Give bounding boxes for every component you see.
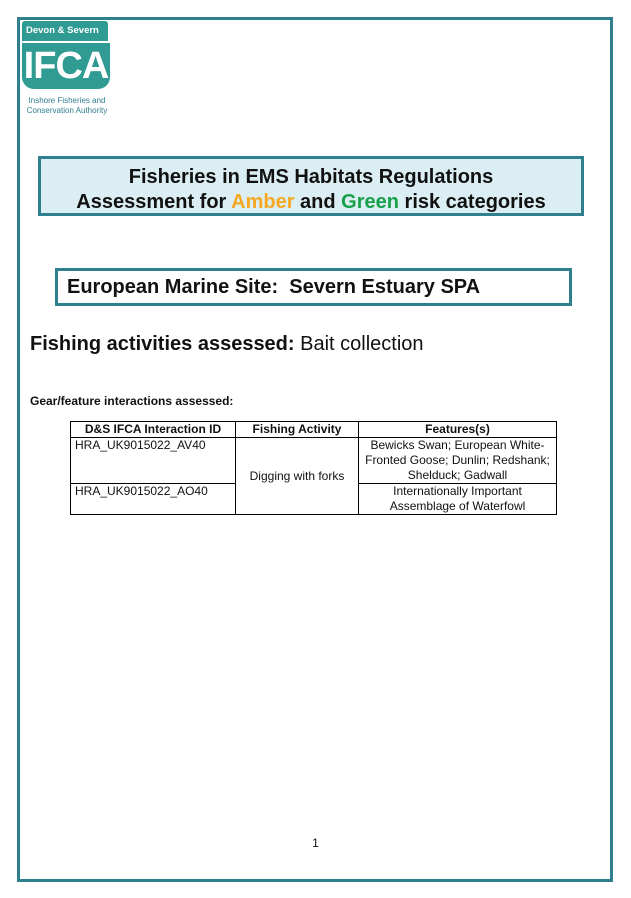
logo-name: IFCA [23, 45, 109, 87]
table-row [71, 438, 557, 484]
title-green: Green [341, 191, 399, 213]
logo-tagline: Devon & Severn [22, 21, 108, 41]
header-interaction-id: D&S IFCA Interaction ID [71, 422, 236, 438]
title-amber: Amber [231, 191, 295, 213]
title-line2 [41, 190, 581, 215]
fishing-activity: Digging with forks [236, 438, 359, 515]
title-line1: Fisheries in EMS Habitats Regulations [128, 166, 494, 188]
gear-heading: Gear/feature interactions assessed: [30, 394, 234, 408]
interaction-id: HRA_UK9015022_AV40 [71, 438, 236, 484]
activities-label: Fishing activities assessed: [30, 333, 295, 355]
logo-subtitle-line1: Inshore Fisheries and [28, 96, 106, 105]
title-suffix: risk categories [398, 191, 546, 213]
header-features: Features(s) [359, 422, 557, 438]
features: Bewicks Swan; European White-Fronted Goose; Dunlin; Redshank; Shelduck; Gadwall [359, 438, 557, 484]
table-header-row [71, 422, 557, 438]
features: Internationally Important Assemblage of Waterfowl [359, 484, 557, 515]
site-heading: European Marine Site: Severn Estuary SPA [55, 268, 572, 306]
document-title [38, 156, 584, 216]
logo-subtitle-line2: Conservation Authority [26, 106, 108, 115]
title-prefix: Assessment for [76, 191, 232, 213]
title-and: and [294, 191, 342, 213]
activities-value: Bait collection [294, 333, 424, 355]
header-fishing-activity: Fishing Activity [236, 422, 359, 438]
fishing-activities [30, 331, 424, 357]
ifca-logo [21, 21, 111, 119]
interaction-id: HRA_UK9015022_AO40 [71, 484, 236, 515]
logo-subtitle [21, 96, 113, 116]
interactions-table [70, 421, 557, 515]
page-number: 1 [312, 836, 319, 850]
